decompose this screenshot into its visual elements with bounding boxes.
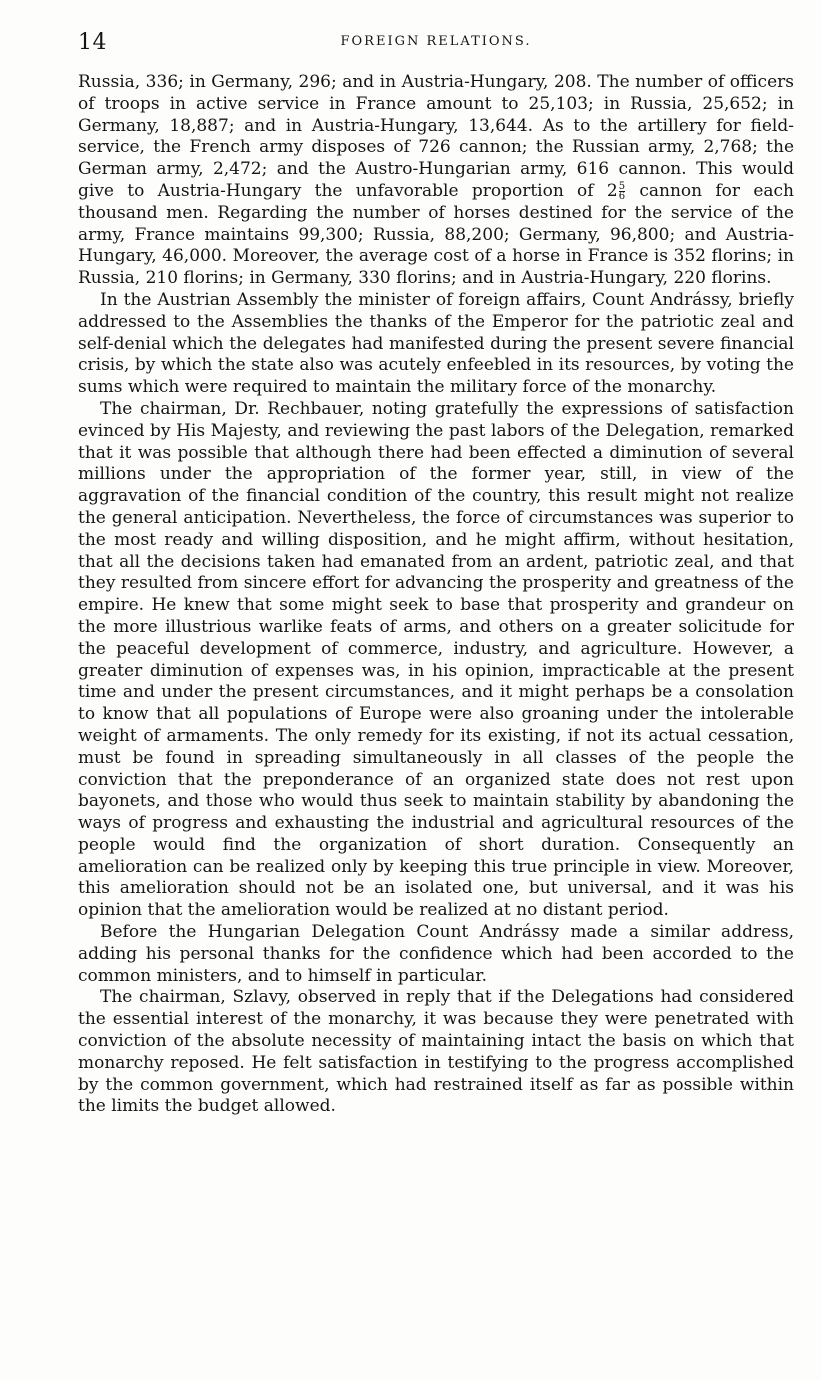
fraction bbox=[619, 182, 625, 201]
page-number: 14 bbox=[78, 30, 107, 55]
paragraph-1-part-2: cannon for each thousand men. Regarding the number of horses destined for the service of the army, France maintains 99,300; Russia, 88,200; Germany, 96,800; and Austria-Hungary, 46,000. Moreover, the average cost of a horse in France is 352 florins; in Russia, 210 florins; in Germany, 330 florins; and in Austria-Hungary, 220 florins. bbox=[78, 180, 794, 289]
paragraph-1 bbox=[78, 72, 794, 290]
paragraph-4: Before the Hungarian Delegation Count Andrássy made a similar address, adding his personal thanks for the confidence which had been accorded to the common ministers, and to himself in particular. bbox=[78, 922, 794, 986]
paragraph-5: The chairman, Szlavy, observed in reply that if the Delegations had considered the essential interest of the monarchy, it was because they were penetrated with conviction of the absolute necessity of maintaining intact the basis on which that monarchy reposed. He felt satisfaction in testifying to the progress accomplished by the common government, which had restrained itself as far as possible within the limits the budget allowed. bbox=[78, 987, 794, 1117]
paragraph-3: The chairman, Dr. Rechbauer, noting gratefully the expressions of satisfaction evinced by His Majesty, and reviewing the past labors of the Delegation, remarked that it was possible that although there had been effected a diminution of several millions under the appropriation of the former year, still, in view of the aggravation of the financial condition of the country, this result might not realize the general anticipation. Nevertheless, the force of circumstances was superior to the most ready and willing disposition, and he might affirm, without hesitation, that all the decisions taken had emanated from an ardent, patriotic zeal, and that they resulted from sincere effort for advancing the prosperity and greatness of the empire. He knew that some might seek to base that prosperity and grandeur on the more illustrious warlike feats of arms, and others on a greater solicitude for the peaceful development of commerce, industry, and agriculture. However, a greater diminution of expenses was, in his opinion, impracticable at the present time and under the present circumstances, and it might perhaps be a consolation to know that all populations of Europe were also groaning under the intolerable weight of armaments. The only remedy for its existing, if not its actual cessation, must be found in spreading simultaneously in all classes of the people the conviction that the preponderance of an organized state does not rest upon bayonets, and those who would thus seek to maintain stability by abandoning the ways of progress and exhausting the industrial and agricultural resources of the people would find the organization of short duration. Consequently an amelioration can be realized only by keeping this true principle in view. Moreover, this amelioration should not be an isolated one, but universal, and it was his opinion that the amelioration would be realized at no distant period. bbox=[78, 398, 794, 921]
fraction-numerator: 5 bbox=[618, 180, 626, 192]
page-header bbox=[78, 30, 794, 56]
body-text bbox=[78, 72, 794, 1302]
fraction-denominator: 6 bbox=[618, 190, 626, 202]
paragraph-2: In the Austrian Assembly the minister of foreign affairs, Count Andrássy, briefly addressed to the Assemblies the thanks of the Emperor for the patriotic zeal and self-denial which the delegates had manifested during the present severe financial crisis, by which the state also was acutely enfeebled in its resources, by voting the sums which were required to maintain the military force of the monarchy. bbox=[78, 289, 794, 398]
running-title: FOREIGN RELATIONS. bbox=[340, 34, 532, 49]
paragraph-1-part-1: Russia, 336; in Germany, 296; and in Austria-Hungary, 208. The number of officers of troops in active service in France amount to 25,103; in Russia, 25,652; in Germany, 18,887; and in Austria-Hungary, 13,644. As to the artillery for field-service, the French army disposes of 726 cannon; the Russian army, 2,768; the German army, 2,472; and the Austro-Hungarian army, 616 cannon. This would give to Austria-Hungary the unfavorable proportion of 2 bbox=[78, 72, 794, 201]
